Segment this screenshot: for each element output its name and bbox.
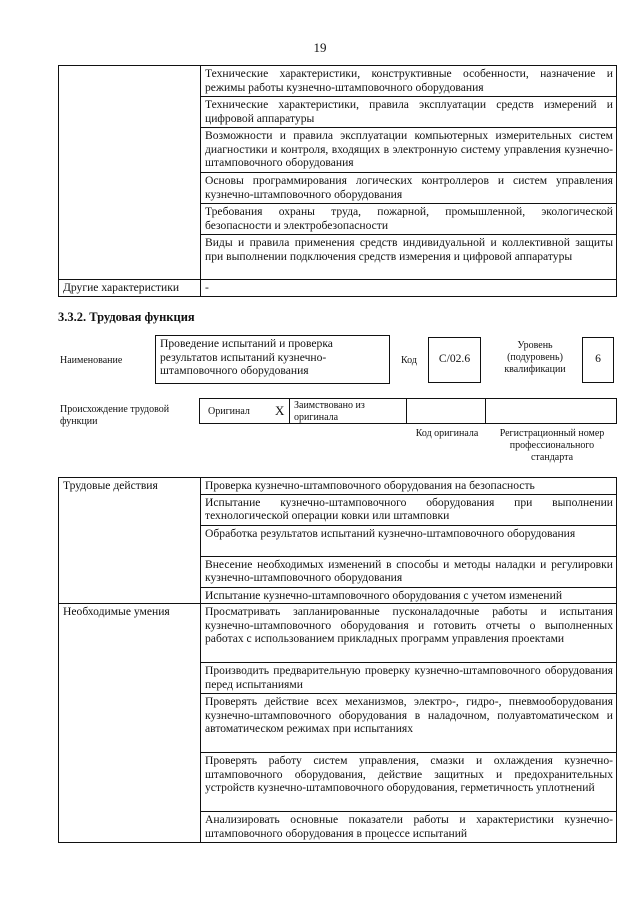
knowledge-row: Технические характеристики, конструктивные особенности, назначение и режимы работы кузнечно-штамповочного оборудования xyxy=(201,66,617,97)
code-box: C/02.6 xyxy=(428,337,481,383)
labor-actions-label: Трудовые действия xyxy=(59,478,201,604)
knowledge-row: Виды и правила применения средств индивидуальной и коллективной защиты при выполнении подключения средств измерения и цифровой аппаратуры xyxy=(201,235,617,280)
labor-action-row: Обработка результатов испытаний кузнечно-штамповочного оборудования xyxy=(201,525,617,556)
code-original-label: Код оригинала xyxy=(415,428,479,439)
level-label: Уровень (подуровень) квалификации xyxy=(504,340,566,375)
skill-row: Анализировать основные показатели работы и характеристики кузнечно-штамповочного оборудования в процессе испытаний xyxy=(201,812,617,843)
level-box: 6 xyxy=(582,337,614,383)
other-characteristics-value: - xyxy=(201,280,617,297)
skill-row: Проверять действие всех механизмов, электро-, гидро-, пневмооборудования кузнечно-штамповочного оборудования в наладочном, полуавтоматическом и автоматическом режимах при испытаниях xyxy=(201,694,617,753)
labor-action-row: Испытание кузнечно-штамповочного оборудования с учетом изменений xyxy=(201,587,617,604)
knowledge-label-cell xyxy=(59,66,201,280)
page-number: 19 xyxy=(313,40,327,55)
original-mark: X xyxy=(275,403,285,418)
origin-label: Происхождение трудовой функции xyxy=(60,404,170,427)
knowledge-row: Требования охраны труда, пожарной, промышленной, экологической безопасности и электробезопасности xyxy=(201,204,617,235)
knowledge-row: Технические характеристики, правила эксплуатации средств измерений и цифровой аппаратуры xyxy=(201,97,617,128)
original-label: Оригинал xyxy=(208,406,250,417)
skill-row: Проверять работу систем управления, смазки и охлаждения кузнечно-штамповочного оборудования, действие защитных и предохранительных устройств кузнечно-штамповочного оборудования, герметичность уплотнений xyxy=(201,753,617,812)
skill-row: Просматривать запланированные пусконаладочные работы и испытания кузнечно-штамповочного оборудования и готовить отчеты о выполненных работах с использованием прикладных программ управления проектами xyxy=(201,604,617,663)
function-table xyxy=(58,477,617,843)
labor-action-row: Проверка кузнечно-штамповочного оборудования на безопасность xyxy=(201,478,617,495)
origin-divider xyxy=(485,399,486,423)
code-label: Код xyxy=(401,355,417,366)
skill-row: Производить предварительную проверку кузнечно-штамповочного оборудования перед испытаниями xyxy=(201,663,617,694)
knowledge-row: Основы программирования логических контроллеров и систем управления кузнечно-штамповочного оборудования xyxy=(201,173,617,204)
function-name-box: Проведение испытаний и проверка результатов испытаний кузнечно-штамповочного оборудования xyxy=(155,335,390,384)
labor-action-row: Внесение необходимых изменений в способы и методы наладки и регулировки кузнечно-штамповочного оборудования xyxy=(201,556,617,587)
name-label: Наименование xyxy=(60,355,123,366)
section-title: 3.3.2. Трудовая функция xyxy=(58,310,195,324)
knowledge-table xyxy=(58,65,617,297)
knowledge-row: Возможности и правила эксплуатации компьютерных измерительных систем диагностики и контроля, входящих в электронную систему управления кузнечно-штамповочного оборудования xyxy=(201,128,617,173)
registration-number-label: Регистрационный номер профессионального стандарта xyxy=(499,428,605,463)
borrowed-label: Заимствовано из оригинала xyxy=(294,400,365,423)
origin-divider xyxy=(406,399,407,423)
required-skills-label: Необходимые умения xyxy=(59,604,201,843)
other-characteristics-label: Другие характеристики xyxy=(59,280,201,297)
origin-row xyxy=(199,398,617,424)
labor-action-row: Испытание кузнечно-штамповочного оборудования при выполнении технологической операции ковки или штамповки xyxy=(201,494,617,525)
origin-divider xyxy=(289,399,290,423)
